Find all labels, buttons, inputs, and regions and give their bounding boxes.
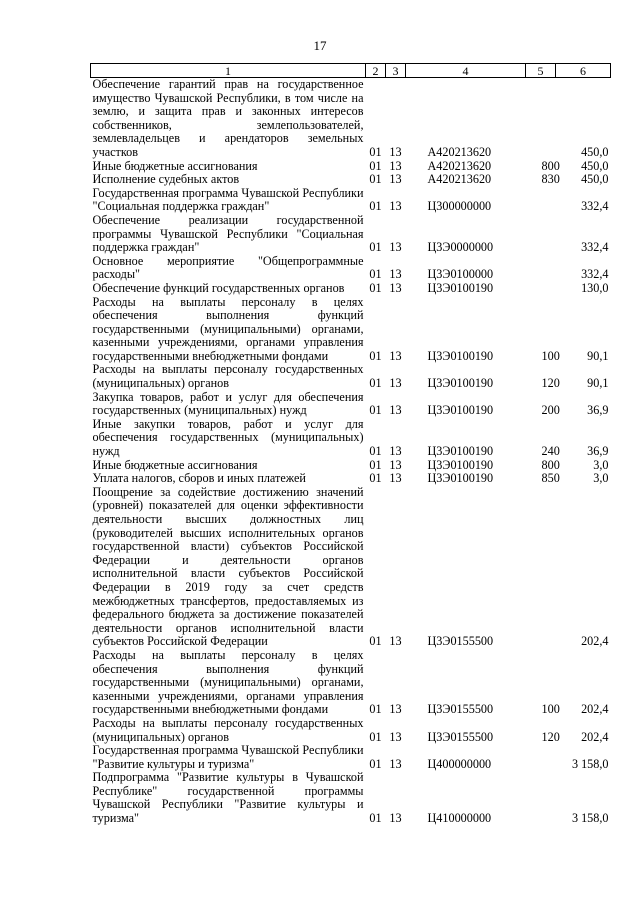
row-target-article-cell: Ц3Э0100190	[427, 444, 494, 459]
row-section-cell: 01	[369, 811, 382, 826]
table-row	[91, 282, 611, 296]
row-target-article-cell: Ц3Э0155500	[427, 702, 494, 717]
row-name-cell: Государственная программа Чувашской Республики "Социальная поддержка граждан"	[92, 185, 364, 214]
row-amount-cell: 202,4	[581, 634, 609, 649]
row-target-article-cell: Ц3Э0100190	[427, 471, 494, 486]
row-subsection-cell: 13	[389, 144, 402, 159]
row-name-cell: Государственная программа Чувашской Республики "Развитие культуры и туризма"	[92, 743, 364, 771]
row-expense-type-cell: 830	[541, 172, 560, 187]
row-name-cell: Основное мероприятие "Общепрограммные расходы"	[92, 253, 364, 282]
row-amount-cell: 90,1	[587, 348, 609, 363]
table-row	[91, 649, 611, 717]
row-expense-type-cell	[526, 187, 556, 214]
row-amount-cell: 450,0	[581, 172, 609, 187]
row-subsection-cell: 13	[389, 240, 402, 255]
row-target-article-cell: Ц3Э0155500	[427, 729, 494, 744]
row-expense-type-cell: 240	[541, 444, 560, 459]
header-cell-2: 2	[366, 64, 386, 78]
budget-table	[90, 63, 611, 826]
row-subsection-cell: 13	[389, 403, 402, 418]
table-row	[91, 418, 611, 459]
row-expense-type-cell	[526, 486, 556, 649]
table-row	[91, 771, 611, 825]
row-section-cell: 01	[369, 444, 382, 459]
row-name-cell: Расходы на выплаты персоналу государственных (муниципальных) органов	[92, 715, 364, 744]
row-amount-cell: 202,4	[581, 702, 609, 717]
row-name-cell: Расходы на выплаты персоналу в целях обеспечения выполнения функций государственными (муниципальными) органами, казенными учреждениями, органами управления государственными внебюджетными фондами	[92, 294, 364, 363]
row-section-cell: 01	[369, 172, 382, 187]
row-amount-cell: 130,0	[581, 280, 609, 295]
table-row	[91, 255, 611, 282]
row-target-article-cell: Ц3Э0100190	[427, 348, 494, 363]
table-row	[91, 717, 611, 744]
row-target-article-cell: А420213620	[427, 172, 492, 187]
row-subsection-cell: 13	[389, 280, 402, 295]
row-section-cell: 01	[369, 702, 382, 717]
row-name-cell: Обеспечение гарантий прав на государственное имущество Чувашской Республики, в том числе на землю, и защита прав и законных интересов собственников, землепользователей, землевладельцев и арендаторов земельных участков	[92, 77, 364, 159]
row-target-article-cell: А420213620	[427, 158, 492, 173]
row-section-cell: 01	[369, 144, 382, 159]
header-cell-4: 4	[406, 64, 526, 78]
row-subsection-cell: 13	[389, 702, 402, 717]
header-cell-6: 6	[556, 64, 611, 78]
row-amount-cell: 332,4	[581, 199, 609, 214]
row-subsection-cell: 13	[389, 729, 402, 744]
row-expense-type-cell	[526, 78, 556, 160]
row-expense-type-cell: 800	[541, 158, 560, 173]
row-expense-type-cell: 200	[541, 403, 560, 418]
row-target-article-cell: Ц3Э0100000	[427, 267, 494, 282]
row-name-cell: Исполнение судебных актов	[92, 172, 240, 187]
row-section-cell: 01	[369, 240, 382, 255]
row-expense-type-cell	[526, 744, 556, 771]
row-amount-cell: 90,1	[587, 376, 609, 391]
row-target-article-cell: Ц3Э0100190	[427, 403, 494, 418]
row-expense-type-cell	[526, 771, 556, 825]
row-section-cell: 01	[369, 199, 382, 214]
page-number: 17	[313, 38, 327, 53]
row-name-cell: Поощрение за содействие достижению значений (уровней) показателей для оценки эффективности деятельности высших должностных лиц (руководителей высших исполнительных органов государственной власти) субъектов Российской Федерации и деятельности органов исполнительной власти субъектов Российской Федерации в 2019 году за счет средств межбюджетных трансфертов, предоставляемых из федерального бюджета за достижение показателей деятельности органов исполнительной власти субъектов Российской Федерации	[92, 484, 364, 649]
row-expense-type-cell: 850	[541, 471, 560, 486]
row-expense-type-cell	[526, 255, 556, 282]
row-amount-cell: 3,0	[593, 471, 609, 486]
row-expense-type-cell: 800	[541, 457, 560, 472]
row-name-cell: Закупка товаров, работ и услуг для обеспечения государственных (муниципальных) нужд	[92, 389, 364, 418]
row-expense-type-cell: 100	[541, 702, 560, 717]
header-cell-3: 3	[386, 64, 406, 78]
row-section-cell: 01	[369, 471, 382, 486]
row-target-article-cell: Ц3Э0000000	[427, 240, 494, 255]
row-subsection-cell: 13	[389, 471, 402, 486]
row-name-cell: Обеспечение реализации государственной программы Чувашской Республики "Социальная поддержка граждан"	[92, 212, 364, 255]
row-subsection-cell: 13	[389, 756, 402, 771]
row-target-article-cell: Ц3Э0100190	[427, 457, 494, 472]
row-subsection-cell: 13	[389, 444, 402, 459]
row-name-cell: Расходы на выплаты персоналу в целях обеспечения выполнения функций государственными (муниципальными) органами, казенными учреждениями, органами управления государственными внебюджетными фондами	[92, 647, 364, 717]
row-amount-cell: 36,9	[587, 403, 609, 418]
row-amount-cell: 332,4	[581, 267, 609, 282]
row-target-article-cell: А420213620	[427, 144, 492, 159]
table-row	[91, 296, 611, 364]
row-target-article-cell: Ц410000000	[427, 811, 492, 826]
row-expense-type-cell	[526, 282, 556, 296]
table-row	[91, 160, 611, 174]
row-subsection-cell: 13	[389, 199, 402, 214]
table-row	[91, 744, 611, 771]
table-row	[91, 486, 611, 649]
row-target-article-cell: Ц3Э0155500	[427, 634, 494, 649]
row-section-cell: 01	[369, 376, 382, 391]
row-subsection-cell: 13	[389, 811, 402, 826]
row-amount-cell: 3,0	[593, 457, 609, 472]
row-section-cell: 01	[369, 634, 382, 649]
table-header-row	[91, 64, 611, 78]
row-section-cell: 01	[369, 267, 382, 282]
row-name-cell: Обеспечение функций государственных органов	[92, 280, 345, 295]
row-section-cell: 01	[369, 403, 382, 418]
row-amount-cell: 36,9	[587, 444, 609, 459]
row-name-cell: Подпрограмма "Развитие культуры в Чувашской Республике" государственной программы Чувашской Республики "Развитие культуры и туризма"	[92, 770, 364, 826]
header-cell-5: 5	[526, 64, 556, 78]
row-target-article-cell: Ц300000000	[427, 199, 492, 214]
row-section-cell: 01	[369, 756, 382, 771]
row-name-cell: Расходы на выплаты персоналу государственных (муниципальных) органов	[92, 362, 364, 391]
row-subsection-cell: 13	[389, 348, 402, 363]
row-name-cell: Иные закупки товаров, работ и услуг для обеспечения государственных (муниципальных) нужд	[92, 416, 364, 459]
row-expense-type-cell: 120	[541, 729, 560, 744]
table-row	[91, 472, 611, 486]
row-amount-cell: 332,4	[581, 240, 609, 255]
row-expense-type-cell	[526, 214, 556, 255]
row-section-cell: 01	[369, 280, 382, 295]
row-name-cell: Уплата налогов, сборов и иных платежей	[92, 471, 306, 486]
row-subsection-cell: 13	[389, 457, 402, 472]
row-subsection-cell: 13	[389, 172, 402, 187]
row-section-cell: 01	[369, 729, 382, 744]
row-amount-cell: 450,0	[581, 158, 609, 173]
row-name-cell: Иные бюджетные ассигнования	[92, 158, 258, 173]
table-row	[91, 363, 611, 390]
row-amount-cell: 3 158,0	[571, 756, 609, 771]
table-row	[91, 214, 611, 255]
table-row	[91, 459, 611, 473]
table-row	[91, 173, 611, 187]
row-expense-type-cell: 120	[541, 376, 560, 391]
row-expense-type-cell: 100	[541, 348, 560, 363]
header-cell-1: 1	[91, 64, 366, 78]
table-row	[91, 187, 611, 214]
row-target-article-cell: Ц400000000	[427, 756, 492, 771]
row-target-article-cell: Ц3Э0100190	[427, 280, 494, 295]
row-name-cell: Иные бюджетные ассигнования	[92, 457, 258, 472]
row-amount-cell: 450,0	[581, 144, 609, 159]
row-section-cell: 01	[369, 348, 382, 363]
row-amount-cell: 3 158,0	[571, 811, 609, 826]
row-subsection-cell: 13	[389, 267, 402, 282]
row-subsection-cell: 13	[389, 158, 402, 173]
table-row	[91, 391, 611, 418]
row-amount-cell: 202,4	[581, 729, 609, 744]
row-subsection-cell: 13	[389, 634, 402, 649]
row-section-cell: 01	[369, 158, 382, 173]
table-row	[91, 78, 611, 160]
row-target-article-cell: Ц3Э0100190	[427, 376, 494, 391]
row-section-cell: 01	[369, 457, 382, 472]
row-subsection-cell: 13	[389, 376, 402, 391]
